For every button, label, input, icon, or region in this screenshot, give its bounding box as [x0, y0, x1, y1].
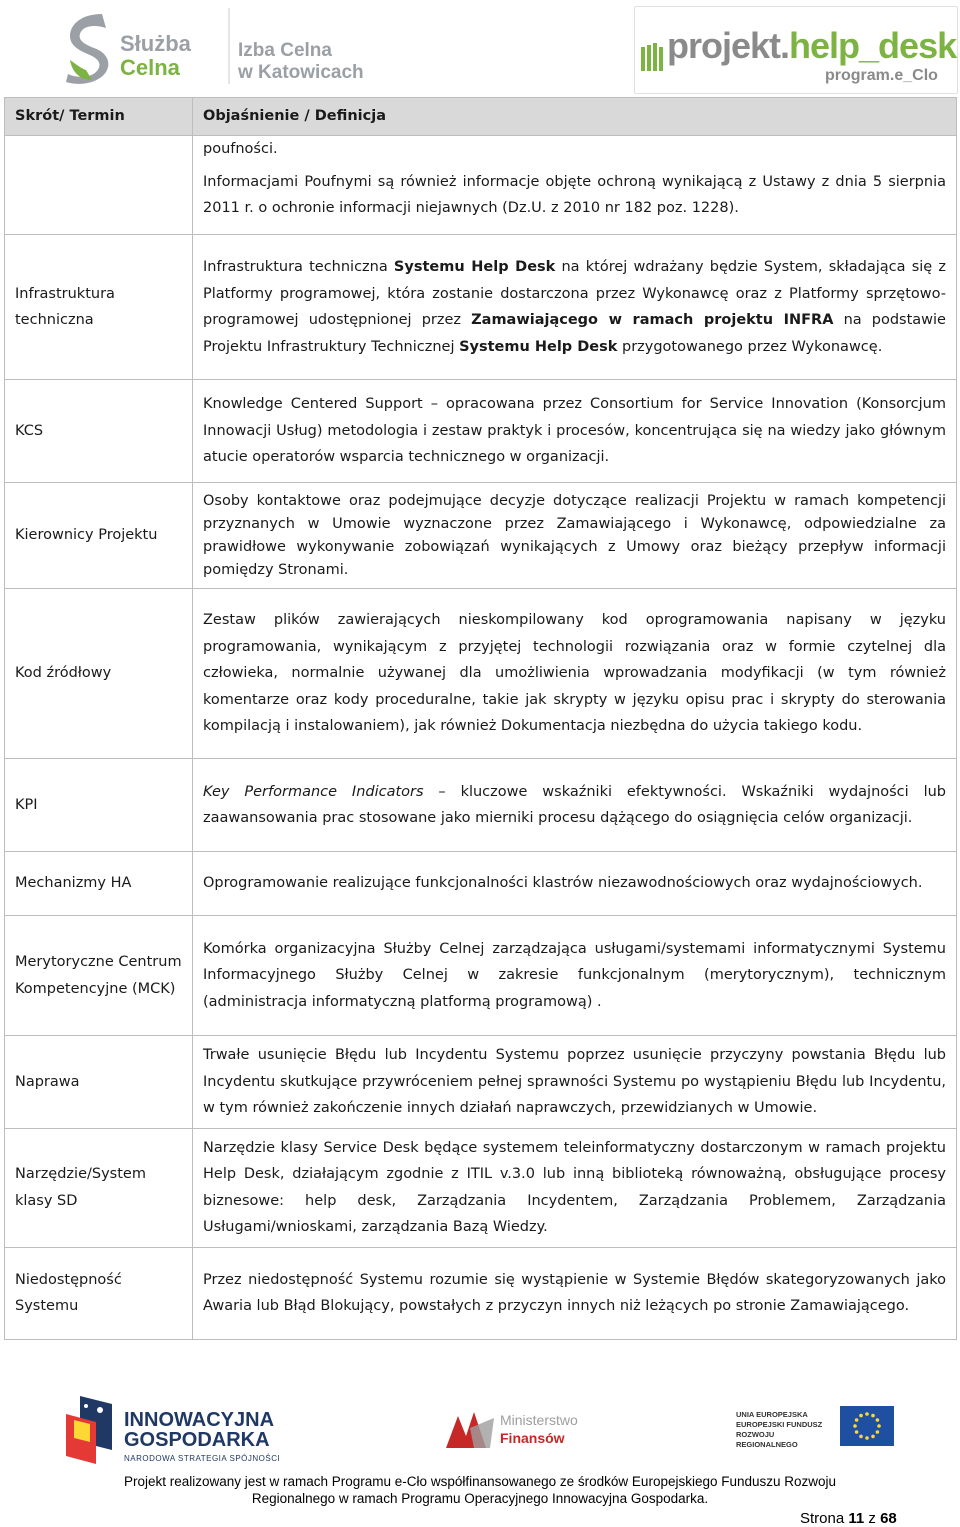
logo-divider — [228, 8, 230, 84]
footer-note-line1: Projekt realizowany jest w ramach Programu e-Cło współfinansowanego ze środków Europejskiego Funduszu Rozwoju — [123, 1474, 837, 1489]
eu-flag-icon — [840, 1406, 894, 1446]
table-row — [5, 759, 957, 852]
definition-cell: Trwałe usunięcie Błędu lub Incydentu Systemu poprzez usunięcie przyczyny powstania Błędu lub Incydentu skutkujące przywróceniem pełnej sprawności Systemu po wystąpieniu Błędu lub Incydentu, w tym również zakończenie innych działań naprawczych, przewidzianych w Umowie. — [193, 1036, 957, 1129]
ue-line1: UNIA EUROPEJSKA — [736, 1410, 808, 1419]
izba-celna-logo — [238, 40, 364, 84]
definition-text: Informacjami Poufnymi są również informacje objęte ochroną wynikającą z Ustawy z dnia 5 sierpnia 2011 r. o ochronie informacji niejawnych (Dz.U. z 2010 nr 182 poz. 1228). — [203, 173, 946, 216]
logo-left-line2: Celna — [120, 55, 180, 80]
definitions-table — [4, 97, 957, 1340]
ministerstwo-finansow-logo — [444, 1408, 584, 1458]
term-cell: Narzędzie/System klasy SD — [5, 1128, 193, 1247]
eu-fund-logo — [736, 1406, 896, 1456]
col-term-header: Skrót/ Termin — [5, 98, 193, 136]
footer-note-line2: Regionalnego w ramach Programu Operacyjnego Innowacyjna Gospodarka. — [251, 1491, 709, 1506]
definition-cell: Zestaw plików zawierających nieskompilowany kod oprogramowania napisany w języku programowania, wynikającym z przyjętej technologii rozwiązania oraz w formie czytelnej dla człowieka, normalnie używanej dla umożliwienia wprowadzania modyfikacji (w tym również komentarze oraz kody proceduralne, takie jak skrypty w języku opisu prac i skrypty do sterowania kompilacją i instalowaniem), jak również Dokumentacja niezbędna do użycia takiego kodu. — [193, 589, 957, 759]
term-cell: Kod źródłowy — [5, 589, 193, 759]
term-cell — [5, 136, 193, 235]
ue-text — [736, 1410, 836, 1450]
definition-cell — [193, 235, 957, 380]
ig-line2: GOSPODARKA — [124, 1429, 270, 1451]
page-number — [800, 1510, 897, 1527]
table-row — [5, 589, 957, 759]
definition-bold: Systemu Help Desk — [393, 259, 556, 275]
ig-title — [124, 1410, 274, 1450]
definition-italic: Key Performance Indicators — [203, 783, 424, 800]
table-header-row — [5, 98, 957, 136]
definition-cell — [193, 759, 957, 852]
term-cell: KPI — [5, 759, 193, 852]
table-row — [5, 483, 957, 589]
ig-line3: NARODOWA STRATEGIA SPÓJNOŚCI — [124, 1454, 281, 1463]
ig-line1: INNOWACYJNA — [124, 1409, 275, 1431]
definition-cell: Komórka organizacyjna Służby Celnej zarządzająca usługami/systemami informatycznymi Systemu Informacyjnego Służby Celnej w zakresie funkcjonalnym (merytorycznym), technicznym (administracja informatyczną platformą programową) . — [193, 916, 957, 1036]
ue-line3: ROZWOJU REGIONALNEGO — [736, 1430, 798, 1449]
definition-text: na której wdrażany będzie System, składająca się z Platformy programowej, która zostanie dostarczona przez Wykonawcę oraz z Platformy sprzętowo-programowej udostępnionej przez — [203, 259, 946, 328]
page-total: 68 — [880, 1510, 897, 1527]
term-cell: Naprawa — [5, 1036, 193, 1129]
page-label: Strona — [800, 1510, 845, 1527]
sluzba-celna-emblem-icon — [62, 10, 114, 84]
logo-right-sub: program.e_Clo — [825, 67, 938, 84]
table-row — [5, 380, 957, 483]
definition-text: Infrastruktura techniczna — [203, 259, 394, 275]
page-sep: z — [868, 1510, 876, 1527]
table-row — [5, 852, 957, 916]
logo-left-line1: Służba — [120, 31, 191, 56]
definition-cell: Osoby kontaktowe oraz podejmujące decyzje dotyczące realizacji Projektu w ramach kompetencji przyznanych w Umowie wyznaczone przez Zamawiającego i Wykonawcę, odpowiedzialne za prawidłowe wykonywanie zobowiązań wynikających z Umowy oraz bieżący przepływ informacji pomiędzy Stronami. — [193, 483, 957, 589]
ue-line2: EUROPEJSKI FUNDUSZ — [736, 1420, 823, 1429]
logo-mid-line1: Izba Celna — [238, 40, 332, 61]
table-row — [5, 1036, 957, 1129]
ministerstwo-finansow-emblem-icon — [444, 1408, 496, 1452]
page-current: 11 — [848, 1510, 865, 1527]
definition-cell: Narzędzie klasy Service Desk będące systemem teleinformatyczny dostarczonym w ramach projektu Help Desk, działającym zgodnie z ITIL v.3.0 lub inną biblioteką równoważną, obsługujące procesy biznesowe: help desk, Zarządzania Incydentem, Zarządzania Problemem, Zarządzania Usługami/wnioskami, zarządzania Bazą Wiedzy. — [193, 1128, 957, 1247]
term-cell: KCS — [5, 380, 193, 483]
definition-cell: Przez niedostępność Systemu rozumie się wystąpienie w Systemie Błędów skategoryzowanych jako Awaria lub Błąd Blokujący, powstałych z przyczyn innych niż leżących po stronie Zamawiającego. — [193, 1247, 957, 1339]
table-row — [5, 1128, 957, 1247]
logo-right-a: projekt. — [667, 25, 790, 66]
table-row — [5, 136, 957, 235]
innowacyjna-gospodarka-flag-icon — [66, 1392, 112, 1464]
mf-line2: Finansów — [500, 1430, 565, 1446]
definition-text: poufności. — [203, 141, 278, 157]
sluzba-celna-logo — [62, 8, 212, 88]
logo-right-b: help_desk — [789, 25, 957, 66]
mf-line1: Ministerstwo — [500, 1412, 578, 1428]
helpdesk-stripes-icon — [641, 43, 663, 71]
table-row — [5, 916, 957, 1036]
logo-mid-line2: w Katowicach — [238, 62, 364, 83]
definition-cell: Knowledge Centered Support – opracowana przez Consortium for Service Innovation (Konsorcjum Innowacji Usług) metodologia i zestaw praktyk i procesów, koncentrująca się na wiedzy jako głównym atucie operatorów wsparcia technicznego w organizacji. — [193, 380, 957, 483]
term-cell: Infrastruktura techniczna — [5, 235, 193, 380]
footer-logos — [0, 1388, 960, 1468]
innowacyjna-gospodarka-logo — [66, 1388, 286, 1468]
definition-cell: Oprogramowanie realizujące funkcjonalności klastrów niezawodnościowych oraz wydajnościowych. — [193, 852, 957, 916]
definition-bold: Zamawiającego w ramach projektu INFRA — [471, 312, 834, 328]
table-row — [5, 235, 957, 380]
term-cell: Mechanizmy HA — [5, 852, 193, 916]
table-row — [5, 1247, 957, 1339]
definition-cell — [193, 136, 957, 235]
definition-text: na podstawie Projektu Infrastruktury Technicznej — [203, 312, 946, 355]
definition-bold: Systemu Help Desk — [459, 338, 618, 355]
helpdesk-logo — [634, 6, 958, 94]
term-cell: Niedostępność Systemu — [5, 1247, 193, 1339]
definition-text: przygotowanego przez Wykonawcę. — [617, 338, 883, 355]
term-cell: Kierownicy Projektu — [5, 483, 193, 589]
sluzba-celna-text — [120, 32, 191, 80]
header-logos — [0, 0, 960, 95]
footer-note — [0, 1473, 960, 1507]
term-cell: Merytoryczne Centrum Kompetencyjne (MCK) — [5, 916, 193, 1036]
col-definition-header: Objaśnienie / Definicja — [193, 98, 957, 136]
definition-text: – kluczowe wskaźniki efektywności. Wskaźniki wydajności lub zaawansowania prac stosowane jako mierniki procesu dążącego do osiągnięcia celów organizacji. — [203, 783, 946, 826]
helpdesk-wordmark — [667, 27, 956, 65]
